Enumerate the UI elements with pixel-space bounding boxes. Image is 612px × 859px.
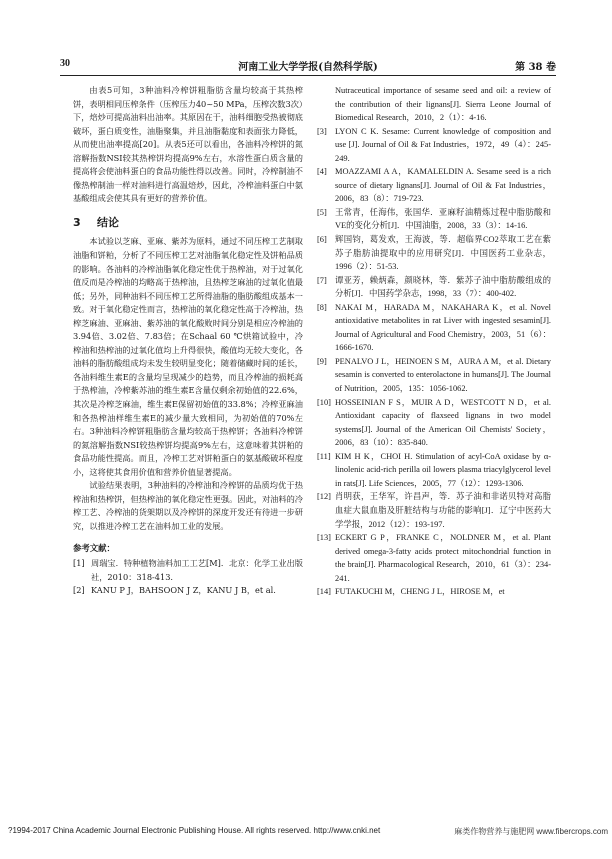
- reference-text: LYON C K. Sesame: Current knowledge of composition and use [J]. Journal of Oil & Fat Industries，1972，49（4）：245-249.: [335, 126, 551, 163]
- conclusion-paragraph-1: 本试验以芝麻、亚麻、紫苏为原料，通过不同压榨工艺制取油脂和饼粕，分析了不同压榨工艺对油脂氧化稳定性及饼粕品质的影响。各油料的冷榨油脂氧化稳定性优于热榨油，对于过氧化值反而是冷榨油的均略高于热榨油，且热榨芝麻油的过氧化值最低；另外，同种油料不同压榨工艺所得油脂的脂肪酸组成基本一致。对于氧化稳定性而言，热榨油的氧化稳定性高于冷榨油，热榨芝麻油、亚麻油、紫苏油的氧化酸败时间分别是相应冷榨油的3.94倍、3.02倍、7.83倍；在Schaal 60 ℃烘箱试验中，冷榨油和热榨油的过氧化值均上升得很快，酸值均无较大变化，各油料的脂肪酸组成均未发生较明显变化；随着储藏时间的延长，各油料维生素E的含量均呈现减少的趋势，而且冷榨油的损耗高于热榨油，冷榨紫苏油的维生素E含量仅剩余初始值的22.6%，其次是冷榨芝麻油，维生素E保留初始值的33.8%；冷榨亚麻油和各热榨油样维生素E的减少量大致相同，为初始值的70%左右。3种油料冷榨饼粗脂肪含量均较高于热榨饼；各油料冷榨饼的氮溶解指数NSI较热榨饼均提高9%左右，这意味着其饼粕的食品功能性提高。而且，冷榨工艺对饼粕蛋白的氨基酸破坏程度小，这将使其食用价值和营养价值显著提高。: [73, 236, 303, 477]
- reference-text: PENALVO J L，HEINOEN S M，AURA A M，et al. Dietary sesamin is converted to enterolactone in humans[J]. The Journal of Nutrition，2005，135：1056-1062.: [335, 356, 551, 394]
- reference-text: HOSSEINIAN F S，MUIR A D，WESTCOTT N D，et al. Antioxidant capacity of flaxseed lignans in two model systems[J]. Journal of the American Oil Chemists' Society，2006，83（10）：835-840.: [335, 397, 551, 448]
- reference-number: [5]: [317, 207, 327, 217]
- page-footer: [8, 826, 608, 835]
- reference-number: [12]: [317, 492, 331, 502]
- reference-number: [1]: [73, 558, 85, 569]
- reference-item: [317, 233, 551, 274]
- copyright-line: ?1994-2017 China Academic Journal Electronic Publishing House. All rights reserved. http://www.cnki.net: [8, 826, 381, 835]
- section-title: 结论: [97, 215, 119, 229]
- reference-item: [73, 557, 303, 584]
- reference-text: 辉国钧，葛发欢，王海波，等．超临界CO2萃取工艺在紫苏子脂肪油提取中的应用研究[J]．中国医药工业杂志，1996（2）：51-53.: [335, 235, 551, 272]
- reference-item: [317, 450, 551, 491]
- left-column: [73, 84, 303, 598]
- reference-text: MOAZZAMI A A，KAMALELDIN A. Sesame seed is a rich source of dietary lignans[J]. Journal of Oil & Fat Industries，2006，83（8）：719-723.: [335, 167, 551, 204]
- site-watermark: 麻类作物营养与施肥网 www.fibercrops.com: [454, 827, 608, 836]
- reference-text: 肖明获，王华军，许昌声，等．苏子油和非诺贝特对高脂血症大鼠血脂及肝脏结构与功能的影响[J]．辽宁中医药大学学报，2012（12）：193-197.: [335, 492, 551, 529]
- reference-text: FUTAKUCHI M，CHENG J L，HIROSE M，et: [335, 587, 505, 597]
- references-left-list: [73, 557, 303, 598]
- references-heading: 参考文献：: [73, 542, 115, 553]
- reference-text: ECKERT G P，FRANKE C，NOLDNER M，et al. Plant derived omega-3-fatty acids protect mitochondrial function in the brain[J]. Pharmacological Research，2010，61（3）：234-241.: [335, 533, 551, 583]
- reference-item: [73, 584, 303, 598]
- conclusion-paragraph-2: 试验结果表明，3种油料的冷榨油和冷榨饼的品质均优于热榨油和热榨饼，但热榨油的氧化稳定性更强。因此，对油料的冷榨工艺、冷榨油的货架期以及冷榨饼的深度开发还有待进一步研究，以推进冷榨工艺在油料加工业的发展。: [73, 480, 303, 531]
- reference-item: [317, 301, 551, 355]
- reference-number: [2]: [73, 585, 85, 596]
- reference-number: [11]: [317, 451, 331, 461]
- section-number: 3: [73, 215, 81, 229]
- reference-number: [14]: [317, 587, 331, 597]
- reference-number: [4]: [317, 167, 327, 177]
- right-column: [317, 84, 551, 599]
- reference-item: [317, 84, 551, 125]
- reference-text: KANU P J，BAHSOON J Z，KANU J B，et al.: [91, 585, 276, 596]
- reference-item: [317, 355, 551, 396]
- reference-number: [8]: [317, 302, 327, 312]
- reference-item: [317, 206, 551, 233]
- reference-item: [317, 531, 551, 585]
- section-heading: [73, 216, 303, 230]
- reference-item: [317, 396, 551, 450]
- page-number: 30: [60, 58, 70, 69]
- header-rule: [60, 75, 556, 76]
- reference-number: [6]: [317, 235, 327, 245]
- reference-number: [9]: [317, 356, 327, 366]
- reference-text: 王常青，任海伟，张国华．亚麻籽油精炼过程中脂肪酸和VE的变化分析[J]．中国油脂，2008，33（3）：14-16.: [335, 207, 551, 231]
- reference-number: [13]: [317, 533, 331, 543]
- reference-item: [317, 585, 551, 599]
- reference-text: 谭亚芳，赖炳森，颜晓林，等．紫苏子油中脂肪酸组成的分析[J]．中国药学杂志，1998，33（7）：400-402.: [335, 275, 551, 299]
- reference-number: [317, 84, 335, 125]
- page-header: [60, 58, 556, 74]
- reference-text: KIM H K，CHOI H. Stimulation of acyl-CoA oxidase by α-linolenic acid-rich perilla oil lowers plasma triacylglycerol level in rats[J]. Life Sciences，2005，77（12）：1293-1306.: [335, 451, 551, 488]
- reference-number: [3]: [317, 126, 327, 136]
- reference-text: Nutraceutical importance of sesame seed and oil: a review of the contribution of their lignans[J]. Sierra Leone Journal of Biomedical Research，2010，2（1）：4-16.: [335, 86, 551, 123]
- reference-item: [317, 274, 551, 301]
- reference-text: 周瑞宝．特种植物油料加工工艺[M]．北京：化学工业出版社，2010：318-413.: [91, 558, 303, 582]
- reference-number: [10]: [317, 397, 331, 407]
- reference-text: NAKAI M，HARADA M，NAKAHARA K，et al. Novel antioxidative metabolites in rat Liver with ingested sesamin[J]. Journal of Agricultural and Food Chemistry，2003，51（6）：1666-1670.: [335, 302, 551, 353]
- volume-label: 第 38 卷: [515, 62, 556, 73]
- journal-title: 河南工业大学学报(自然科学版): [238, 62, 378, 73]
- reference-item: [317, 125, 551, 166]
- body-paragraph: 由表5可知，3种油料冷榨饼粗脂肪含量均较高于其热榨饼，表明相同压榨条件（压榨压力40~50 MPa，压榨次数3次）下，焙炒可提高油料出油率。其原因在于，油料细胞受热被彻底破坏，蛋白质变性，油脂聚集，并且油脂黏度和表面张力降低，从而使出油率提高[20]。从表5还可以看出，各油料冷榨饼的氮溶解指数NSI较其热榨饼均提高9%左右，水溶性蛋白质含量的提高将会使油料蛋白的食品功能性得以改善。同时，冷榨制油不像热榨制油一样对油料进行高温焙炒，因此，冷榨油料蛋白中氨基酸组成会使其具有更好的营养价值。: [73, 85, 303, 204]
- reference-number: [7]: [317, 275, 327, 285]
- reference-item: [317, 490, 551, 531]
- reference-item: [317, 165, 551, 206]
